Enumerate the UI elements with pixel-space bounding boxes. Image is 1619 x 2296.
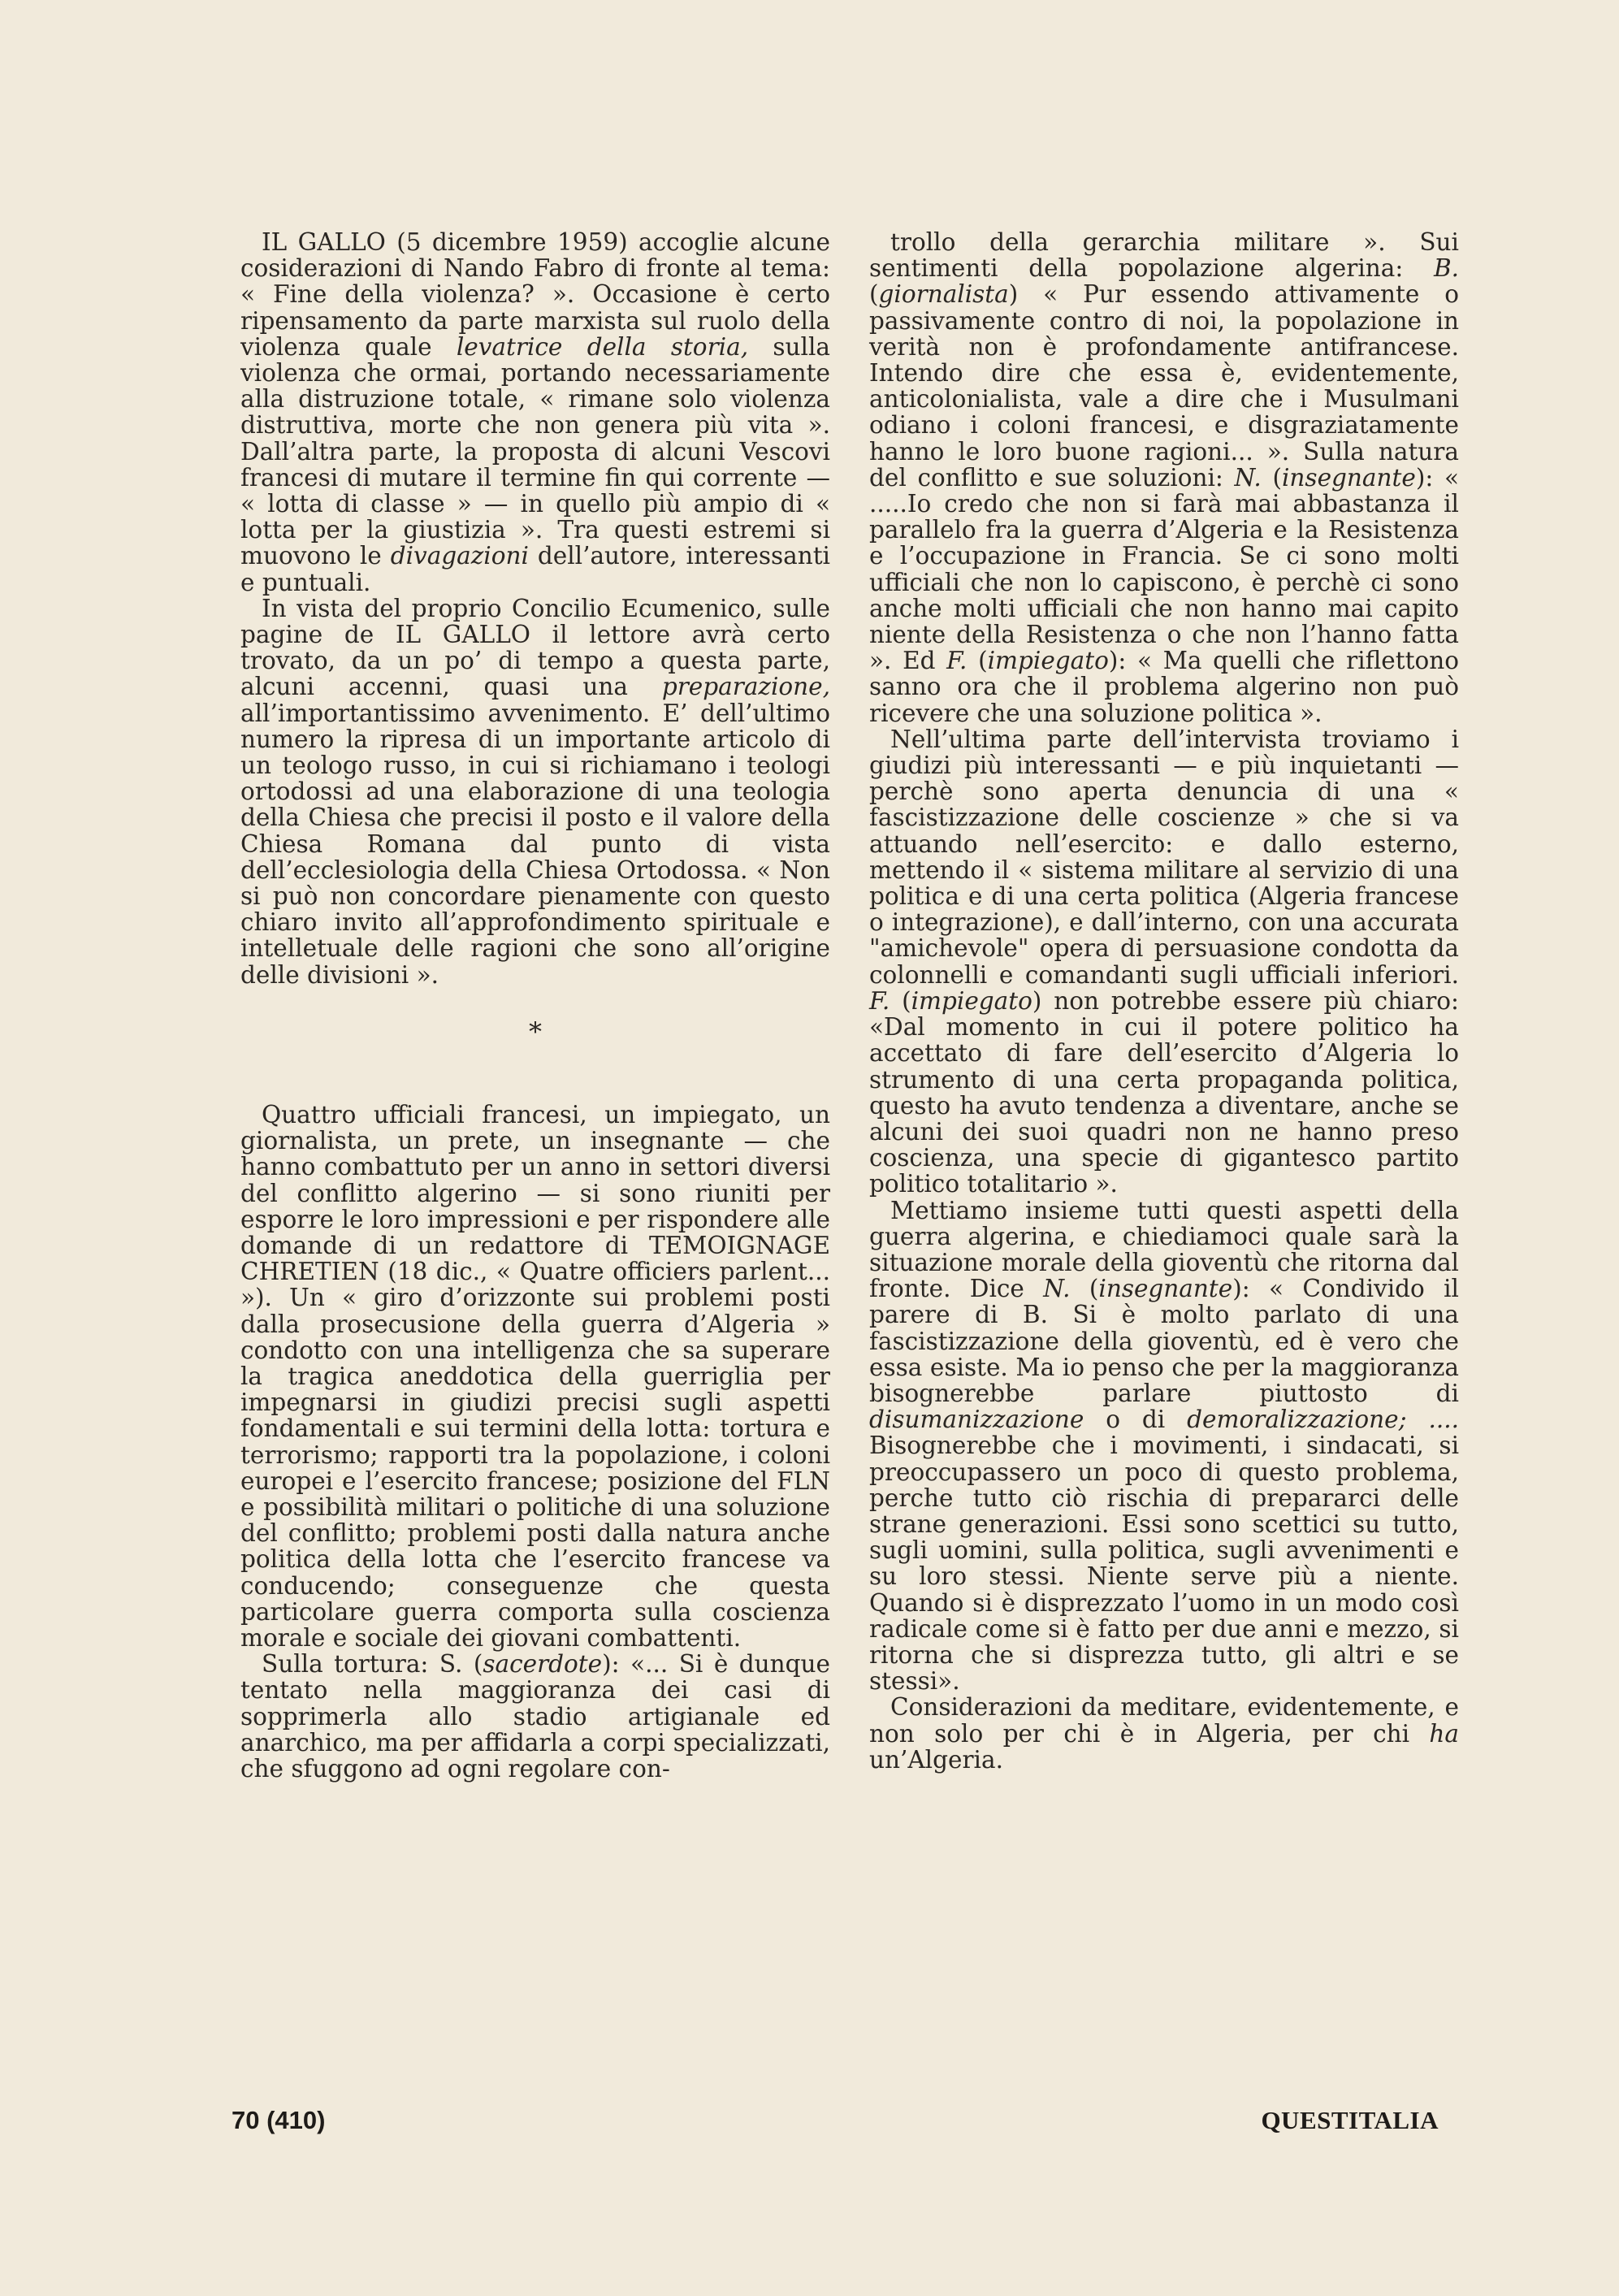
italic-text-run: ha <box>1429 1719 1459 1748</box>
italic-text-run: giornalista <box>878 280 1009 309</box>
paragraph-concilio-ecumenico <box>240 596 830 988</box>
italic-text-run: levatrice della storia, <box>456 332 749 361</box>
text-run: Sulla tortura: S. ( <box>262 1650 483 1679</box>
text-run: ): « Ma quelli che riflettono sanno ora che il problema algerino non può ricevere che una soluzione politica ». <box>869 647 1459 727</box>
text-run: In vista del proprio Concilio Ecumenico, sulle pagine de IL GALLO il lettore avrà certo trovato, da un po’ di tempo a questa parte, alcuni accenni, quasi una <box>240 594 830 701</box>
text-run: Mettiamo insieme tutti questi aspetti della guerra algerina, e chiediamoci quale sarà la situazione morale della gioventù che ritorna dal fronte. Dice <box>869 1196 1459 1303</box>
italic-text-run: F. <box>946 647 968 675</box>
italic-text-run: insegnante <box>1098 1275 1233 1303</box>
left-column <box>240 229 830 1782</box>
journal-name: QUESTITALIA <box>1261 2106 1439 2134</box>
italic-text-run: N. <box>1234 463 1262 492</box>
paragraph-gerarchia-militare <box>869 229 1459 726</box>
text-run: all’importantissimo avvenimento. E’ dell’ultimo numero la ripresa di un importante articolo di un teologo russo, in cui si richiamano i teologi ortodossi ad una elaborazione di una teologia della Chiesa che precisi il posto e il valore della Chiesa Romana dal punto di vista dell’ecclesiologia della Chiesa Ortodossa. « Non si può non concordare pienamente con questo chiaro invito all’approfondimento spirituale e intelletuale delle ragioni che sono all’origine delle divisioni ». <box>240 699 830 989</box>
text-run: IL GALLO (5 dicembre 1959) accoglie alcune cosiderazioni di Nando Fabro di fronte al tema: « Fine della violenza? ». Occasione è certo ripensamento da parte marxista sul ruolo della violenza quale <box>240 228 830 361</box>
paragraph-sulla-tortura <box>240 1651 830 1782</box>
page-number: 70 (410) <box>232 2106 326 2134</box>
italic-text-run: disumanizzazione <box>869 1406 1084 1434</box>
italic-text-run: F. <box>869 986 890 1015</box>
italic-text-run: B. <box>1433 254 1459 283</box>
text-run: Bisognerebbe che i movimenti, i sindacati, si preoccupassero un poco di questo problema, perche tutto ciò rischia di prepararci delle strane generazioni. Essi sono scettici su tutto, sugli uomini, sulla politica, sugli avvenimenti e su loro stessi. Niente serve più a niente. Quando si è disprezzato l’uomo in un modo così radicale come si è fatto per due anni e mezzo, si ritorna che si disprezza tutto, gli altri e se stessi». <box>869 1432 1459 1696</box>
text-run: ( <box>1261 463 1282 492</box>
paragraph-quattro-ufficiali <box>240 1102 830 1651</box>
text-run: un’Algeria. <box>869 1745 1003 1774</box>
text-run: ) non potrebbe essere più chiaro: «Dal momento in cui il potere politico ha accettato di fare dell’esercito d’Algeria lo strumento di una certa propaganda politica, questo ha avuto tendenza a diventare, anche se alcuni dei suoi quadri non ne hanno preso coscienza, una specie di gigantesco partito politico totalitario ». <box>869 986 1459 1198</box>
section-separator: * <box>529 1016 542 1047</box>
text-run: Nell’ultima parte dell’intervista troviamo i giudizi più interessanti — e più inquietanti — perchè sono aperta denuncia di una « fascistizzazione delle coscienze » che si va attuando nell’esercito: e dallo esterno, mettendo il « sistema militare al servizio di una politica e di una certa politica (Algeria francese o integrazione), e dall’interno, con una accurata "amichevole" opera di persuasione condotta da colonnelli e comandanti sugli ufficiali inferiori. <box>869 725 1459 989</box>
italic-text-run: sacerdote <box>483 1650 603 1679</box>
paragraph-il-gallo-violenza <box>240 229 830 596</box>
paragraph-considerazioni <box>869 1694 1459 1773</box>
italic-text-run: divagazioni <box>390 542 529 570</box>
text-run: trollo della gerarchia militare ». Sui sentimenti della popolazione algerina: <box>869 228 1459 283</box>
text-run: o di <box>1084 1406 1188 1434</box>
italic-text-run: impiegato <box>911 986 1032 1015</box>
text-run: Quattro ufficiali francesi, un impiegato, un giornalista, un prete, un insegnante — che hanno combattuto per un anno in settori diversi del conflitto algerino — si sono riuniti per esporre le loro impressioni e per rispondere alle domande di un redattore di TEMOIGNAGE CHRETIEN (18 dic., « Quatre officiers parlent... »). Un « giro d’orizzonte sui problemi posti dalla prosecusione della guerra d’Algeria » condotto con una intelligenza che sa superare la tragica aneddotica della guerriglia per impegnarsi in giudizi precisi sugli aspetti fondamentali e sui termini della lotta: tortura e terrorismo; rapporti tra la popolazione, i coloni europei e l’esercito francese; posizione del FLN e possibilità militari o politiche di una soluzione del conflitto; problemi posti dalla natura anche politica della lotta che l’esercito francese va conducendo; conseguenze che questa particolare guerra comporta sulla coscienza morale e sociale dei giovani combattenti. <box>240 1100 830 1652</box>
italic-text-run: demoralizzazione; .... <box>1187 1406 1459 1434</box>
text-run: ): «... Si è dunque tentato nella maggioranza dei casi di sopprimerla allo stadio artigianale ed anarchico, ma per affidarla a corpi specializzati, che sfuggono ad ogni regolare con- <box>240 1650 830 1783</box>
text-run: ( <box>1070 1275 1099 1303</box>
text-run: ): « .....Io credo che non si farà mai abbastanza il parallelo fra la guerra d’Algeria e la Resistenza e l’occupazione in Francia. Se ci sono molti ufficiali che non lo capiscono, è perchè ci sono anche molti ufficiali che non hanno mai capito niente della Resistenza o che non l’hanno fatta ». Ed <box>869 463 1459 675</box>
text-run: ): « Condivido il parere di B. Si è molto parlato di una fascistizzazione della gioventù, ed è vero che essa esiste. Ma io penso che per la maggioranza bisognerebbe parlare piuttosto di <box>869 1275 1459 1407</box>
text-run: ( <box>869 280 879 309</box>
paragraph-situazione-morale <box>869 1198 1459 1695</box>
italic-text-run: impiegato <box>987 647 1109 675</box>
text-run: Considerazioni da meditare, evidentemente, e non solo per chi è in Algeria, per chi <box>869 1693 1459 1748</box>
text-run: ( <box>967 647 988 675</box>
italic-text-run: insegnante <box>1282 463 1416 492</box>
text-run: ( <box>890 986 911 1015</box>
text-run: sulla violenza che ormai, portando necessariamente alla distruzione totale, « rimane solo violenza distruttiva, morte che non genera più vita ». Dall’altra parte, la proposta di alcuni Vescovi francesi di mutare il termine fin qui corrente — « lotta di classe » — in quello più ampio di « lotta per la giustizia ». Tra questi estremi si muovono le <box>240 332 830 570</box>
italic-text-run: N. <box>1043 1275 1071 1303</box>
italic-text-run: preparazione, <box>661 673 830 701</box>
text-run: dell’autore, interessanti e puntuali. <box>240 542 830 596</box>
text-run: ) « Pur essendo attivamente o passivamente contro di noi, la popolazione in verità non è profondamente antifrancese. Intendo dire che essa è, evidentemente, anticolonialista, vale a dire che i Musulmani odiano i coloni francesi, e disgraziatamente hanno le loro buone ragioni... ». Sulla natura del conflitto e sue soluzioni: <box>869 280 1459 492</box>
paragraph-ultima-parte-intervista <box>869 726 1459 1198</box>
right-column <box>869 229 1459 1773</box>
